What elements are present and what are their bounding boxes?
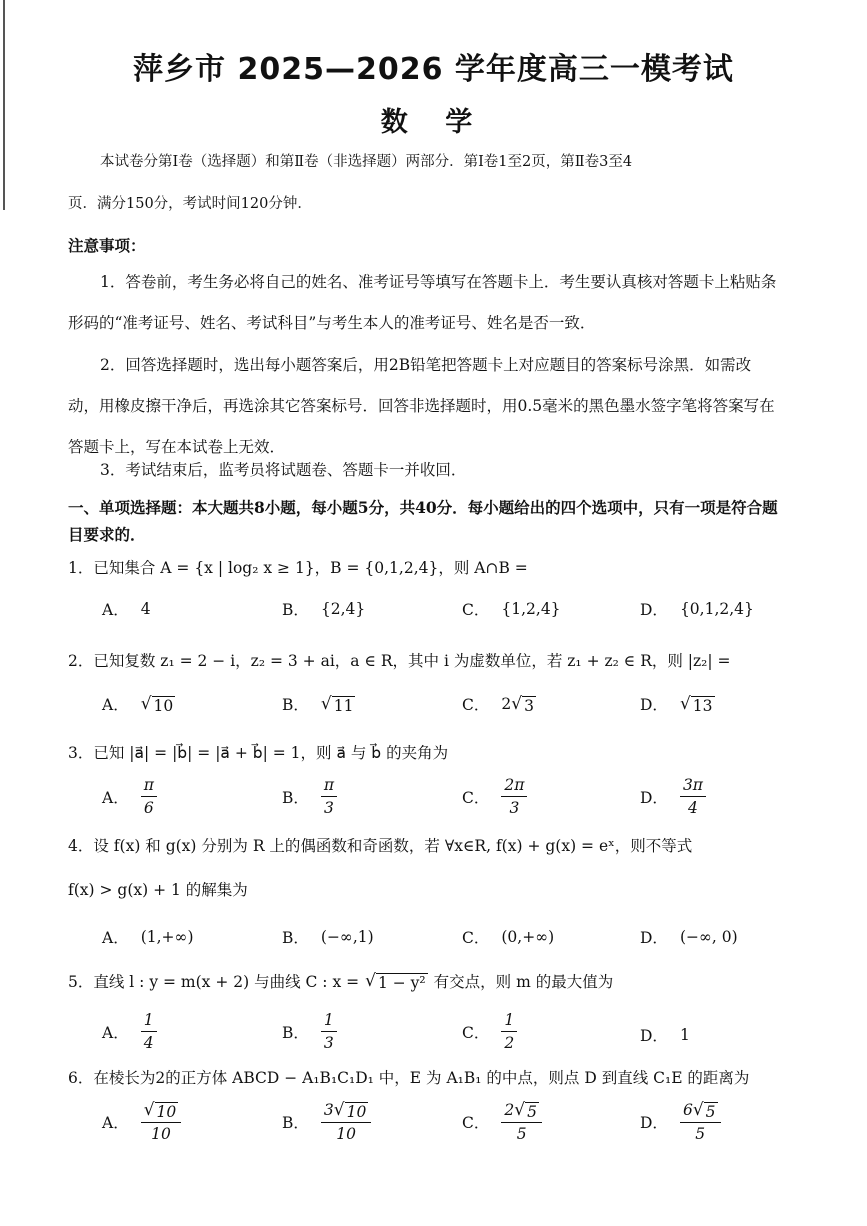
option-c: C． $\frac{2\pi}{3}$ xyxy=(462,775,527,818)
option-b: B． $\frac{\pi}{3}$ xyxy=(282,775,337,818)
option-a: A． $\frac{1}{4}$ xyxy=(102,1010,157,1053)
option-c: C． (0,+∞) xyxy=(462,928,555,947)
option-a: A． (1,+∞) xyxy=(102,928,194,947)
question-6-options xyxy=(102,1100,792,1150)
section-1-heading: 一、单项选择题：本大题共8小题，每小题5分，共40分．每小题给出的四个选项中，只有一项是符合题目要求的． xyxy=(68,498,778,544)
note-item-2: 2．回答选择题时，选出每小题答案后，用2B铅笔把答题卡上对应题目的答案标号涂黑．如需改动，用橡皮擦干净后，再选涂其它答案标号．回答非选择题时，用0.5毫米的黑色墨水签字笔将答案写在答题卡上，写在本试卷上无效． xyxy=(68,356,775,456)
question-4-stem-line-2: f(x) > g(x) + 1 的解集为 xyxy=(68,881,248,899)
question-1-options xyxy=(102,598,792,648)
question-4-stem-line-1: 4．设 f(x) 和 g(x) 分别为 R 上的偶函数和奇函数，若 ∀x∈R, f(x) + g(x) = eˣ，则不等式 xyxy=(68,837,693,855)
option-c: C． 2 √ 3 xyxy=(462,693,534,715)
question-6-stem: 6．在棱长为2的正方体 ABCD − A₁B₁C₁D₁ 中，E 为 A₁B₁ 的中点，则点 D 到直线 C₁E 的距离为 xyxy=(68,1069,750,1087)
option-c: C． $\frac{1}{2}$ xyxy=(462,1010,517,1053)
note-item-3: 3．考试结束后，监考员将试题卷、答题卡一并收回． xyxy=(100,461,467,479)
exam-title: 萍乡市 2025—2026 学年度高三一模考试 xyxy=(133,52,734,87)
option-c: C． {1,2,4} xyxy=(462,600,561,619)
question-5-stem: 5．直线 l : y = m(x + 2) 与曲线 C : x = √ 1 − y² 有交点，则 m 的最大值为 xyxy=(68,970,614,992)
option-a: A． √ 10 xyxy=(102,693,174,715)
option-d: D． 6 √ 5 5 xyxy=(640,1100,721,1144)
option-d: D． (−∞, 0) xyxy=(640,928,738,947)
option-b: B． √ 11 xyxy=(282,693,354,715)
option-d: D． √ 13 xyxy=(640,693,713,715)
question-2-options xyxy=(102,693,792,743)
intro-line-2: 页．满分150分，考试时间120分钟． xyxy=(68,196,312,212)
option-a: A． √ 10 10 xyxy=(102,1100,181,1144)
option-b: B． $\frac{1}{3}$ xyxy=(282,1010,337,1053)
note-item-1: 1．答卷前，考生务必将自己的姓名、准考证号等填写在答题卡上．考生要认真核对答题卡上粘贴条形码的“准考证号、姓名、考试科目”与考生本人的准考证号、姓名是否一致． xyxy=(68,273,777,332)
question-3-options xyxy=(102,775,792,825)
notes-heading: 注意事项： xyxy=(68,236,146,255)
question-2-stem: 2．已知复数 z₁ = 2 − i，z₂ = 3 + ai，a ∈ R，其中 i 为虚数单位，若 z₁ + z₂ ∈ R，则 |z₂| = xyxy=(68,652,731,670)
intro-line-1: 本试卷分第Ⅰ卷（选择题）和第Ⅱ卷（非选择题）两部分．第Ⅰ卷1至2页，第Ⅱ卷3至4 xyxy=(100,154,633,170)
option-a: A． $\frac{\pi}{6}$ xyxy=(102,775,157,818)
option-c: C． 2 √ 5 5 xyxy=(462,1100,542,1144)
option-a: A． 4 xyxy=(102,600,151,619)
subject-title: 数 学 xyxy=(380,107,487,138)
question-5-options xyxy=(102,1010,792,1060)
option-b: B． {2,4} xyxy=(282,600,366,619)
option-b: B． (−∞,1) xyxy=(282,928,374,947)
option-d: D． $\frac{3\pi}{4}$ xyxy=(640,775,706,818)
question-4-options xyxy=(102,926,792,976)
question-1-stem: 1．已知集合 A = {x | log₂ x ≥ 1}，B = {0,1,2,4}，则 A∩B = xyxy=(68,559,528,577)
option-d: D． {0,1,2,4} xyxy=(640,600,754,619)
question-3-stem: 3．已知 |a⃗| = |b⃗| = |a⃗ + b⃗| = 1，则 a⃗ 与 b⃗ 的夹角为 xyxy=(68,744,449,762)
option-d: D． 1 xyxy=(640,1026,690,1045)
option-b: B． 3 √ 10 10 xyxy=(282,1100,371,1144)
